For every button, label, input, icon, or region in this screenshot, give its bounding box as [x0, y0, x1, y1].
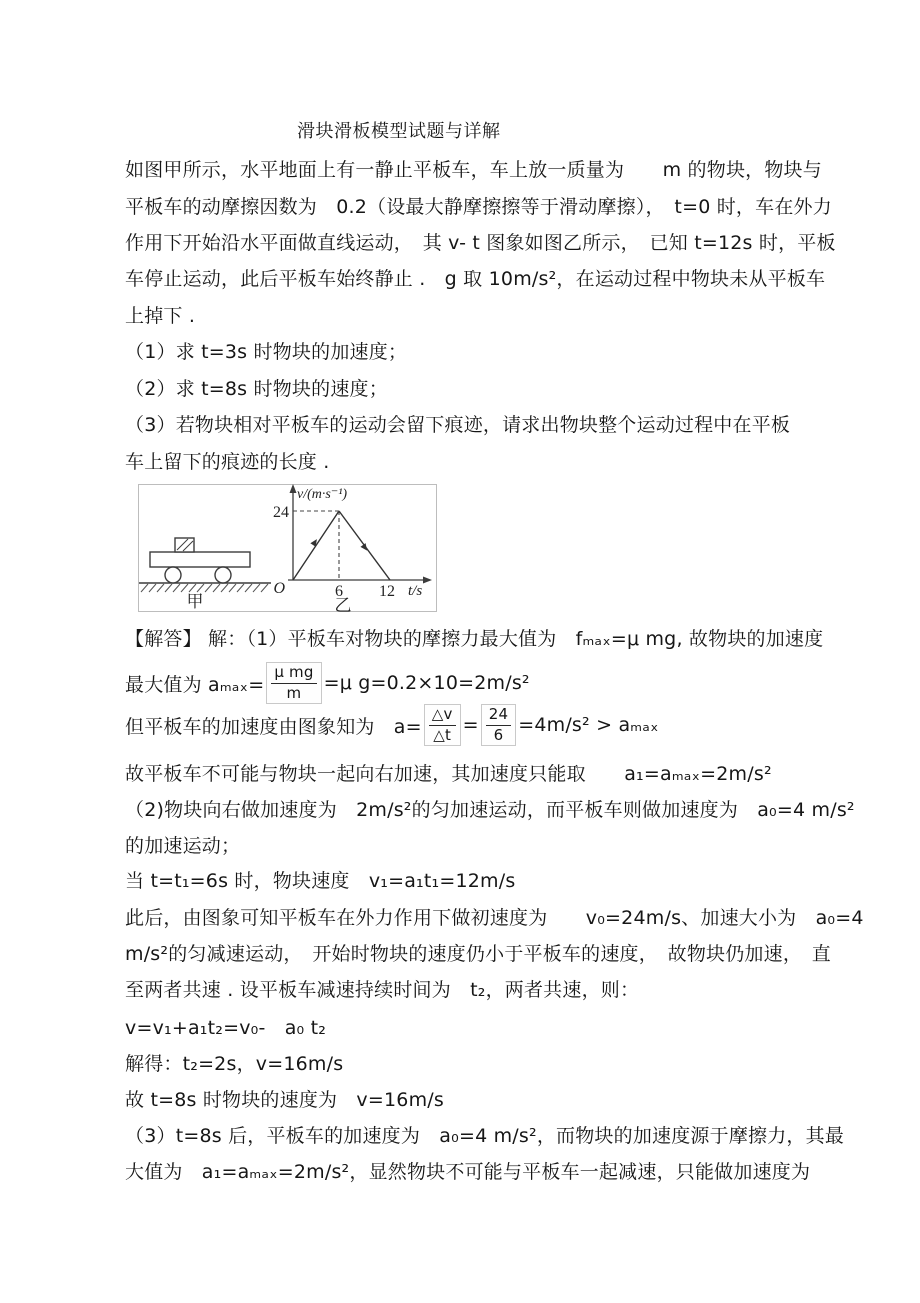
equation-acceleration	[125, 701, 659, 749]
figure-caption-yi: 乙	[334, 596, 352, 614]
fraction-dv-over-dt	[424, 704, 461, 746]
velocity-line-rising	[293, 511, 339, 580]
equation-amax-after: =μ g=0.2×10=2m/s²	[323, 672, 530, 694]
figure-svg	[125, 478, 441, 614]
figure	[125, 478, 441, 614]
origin-label: O	[273, 580, 285, 597]
ground-hatching	[141, 584, 268, 592]
fraction-numerator: 24	[486, 706, 512, 725]
solution-line-2: （2)物块向右做加速度为 2m/s²的匀加速运动，而平板车则做加速度为 a₀=4 m/s²	[125, 799, 855, 821]
solution-line-8: v=v₁+a₁t₂=v₀- a₀ t₂	[125, 1017, 327, 1039]
equation-accel-equals: =	[462, 714, 479, 736]
solution-line-9: 解得：t₂=2s，v=16m/s	[125, 1053, 344, 1075]
solution-line-4: 当 t=t₁=6s 时，物块速度 v₁=a₁t₁=12m/s	[125, 870, 516, 892]
fraction-numerator: μ mg	[271, 664, 316, 683]
y-axis-label: v/(m·s⁻¹)	[297, 487, 348, 502]
problem-line-5: 上掉下 .	[125, 305, 196, 327]
fraction-denominator: 6	[493, 725, 504, 744]
fraction-mumg-over-m	[266, 662, 321, 704]
fraction-denominator: △t	[433, 725, 452, 744]
solution-line-12: 大值为 a₁=aₘₐₓ=2m/s²，显然物块不可能与平板车一起减速，只能做加速度为	[125, 1161, 811, 1183]
figure-caption-jia: 甲	[186, 592, 204, 612]
solution-line-3: 的加速运动；	[125, 835, 241, 857]
fraction-denominator: m	[286, 683, 302, 702]
x-axis-label: t/s	[408, 583, 423, 599]
problem-line-3: 作用下开始沿水平面做直线运动， 其 v- t 图象如图乙所示， 已知 t=12s 时，平板	[125, 232, 836, 254]
y-tick-24: 24	[273, 504, 289, 521]
fraction-24-over-6	[481, 704, 517, 746]
question-1: （1）求 t=3s 时物块的加速度；	[125, 341, 408, 363]
equation-accel-after: =4m/s² > aₘₐₓ	[518, 714, 659, 736]
question-3-cont: 车上留下的痕迹的长度 .	[125, 451, 330, 473]
solution-line-7: 至两者共速 . 设平板车减速持续时间为 t₂，两者共速，则：	[125, 979, 640, 1001]
solution-line-11: （3）t=8s 后，平板车的加速度为 a₀=4 m/s²，而物块的加速度源于摩擦力，其最	[125, 1125, 845, 1147]
solution-line-6: m/s²的匀减速运动， 开始时物块的速度仍小于平板车的速度， 故物块仍加速， 直	[125, 943, 831, 965]
solution-line-5: 此后，由图象可知平板车在外力作用下做初速度为 v₀=24m/s、加速大小为 a₀=4	[125, 907, 864, 929]
equation-accel-before: 但平板车的加速度由图象知为 a=	[125, 715, 422, 738]
x-tick-6: 6	[335, 583, 343, 600]
cart-platform	[150, 552, 250, 567]
problem-line-2: 平板车的动摩擦因数为 0.2（设最大静摩擦擦等于滑动摩擦）， t=0 时，车在外力	[125, 196, 832, 218]
x-tick-12: 12	[379, 583, 395, 600]
question-3: （3）若物块相对平板车的运动会留下痕迹，请求出物块整个运动过程中在平板	[125, 414, 791, 436]
page-title: 滑块滑板模型试题与详解	[297, 121, 501, 142]
equation-amax-before: 最大值为 aₘₐₓ=	[125, 673, 265, 696]
solution-line-1: 故平板车不可能与物块一起向右加速，其加速度只能取 a₁=aₘₐₓ=2m/s²	[125, 763, 772, 785]
x-axis-arrow	[423, 577, 432, 584]
solution-intro: 【解答】 解：（1）平板车对物块的摩擦力最大值为 fₘₐₓ=μ mg, 故物块的加速度	[125, 628, 824, 650]
y-axis-arrow	[290, 484, 297, 493]
problem-line-4: 车停止运动，此后平板车始终静止 . g 取 10m/s²，在运动过程中物块未从平板车	[125, 268, 826, 290]
cart-wheel-right	[215, 567, 231, 583]
fraction-numerator: △v	[429, 706, 456, 725]
solution-line-10: 故 t=8s 时物块的速度为 v=16m/s	[125, 1089, 444, 1111]
cart-wheel-left	[165, 567, 181, 583]
question-2: （2）求 t=8s 时物块的速度；	[125, 378, 388, 400]
problem-line-1: 如图甲所示，水平地面上有一静止平板车，车上放一质量为 m 的物块，物块与	[125, 159, 822, 181]
